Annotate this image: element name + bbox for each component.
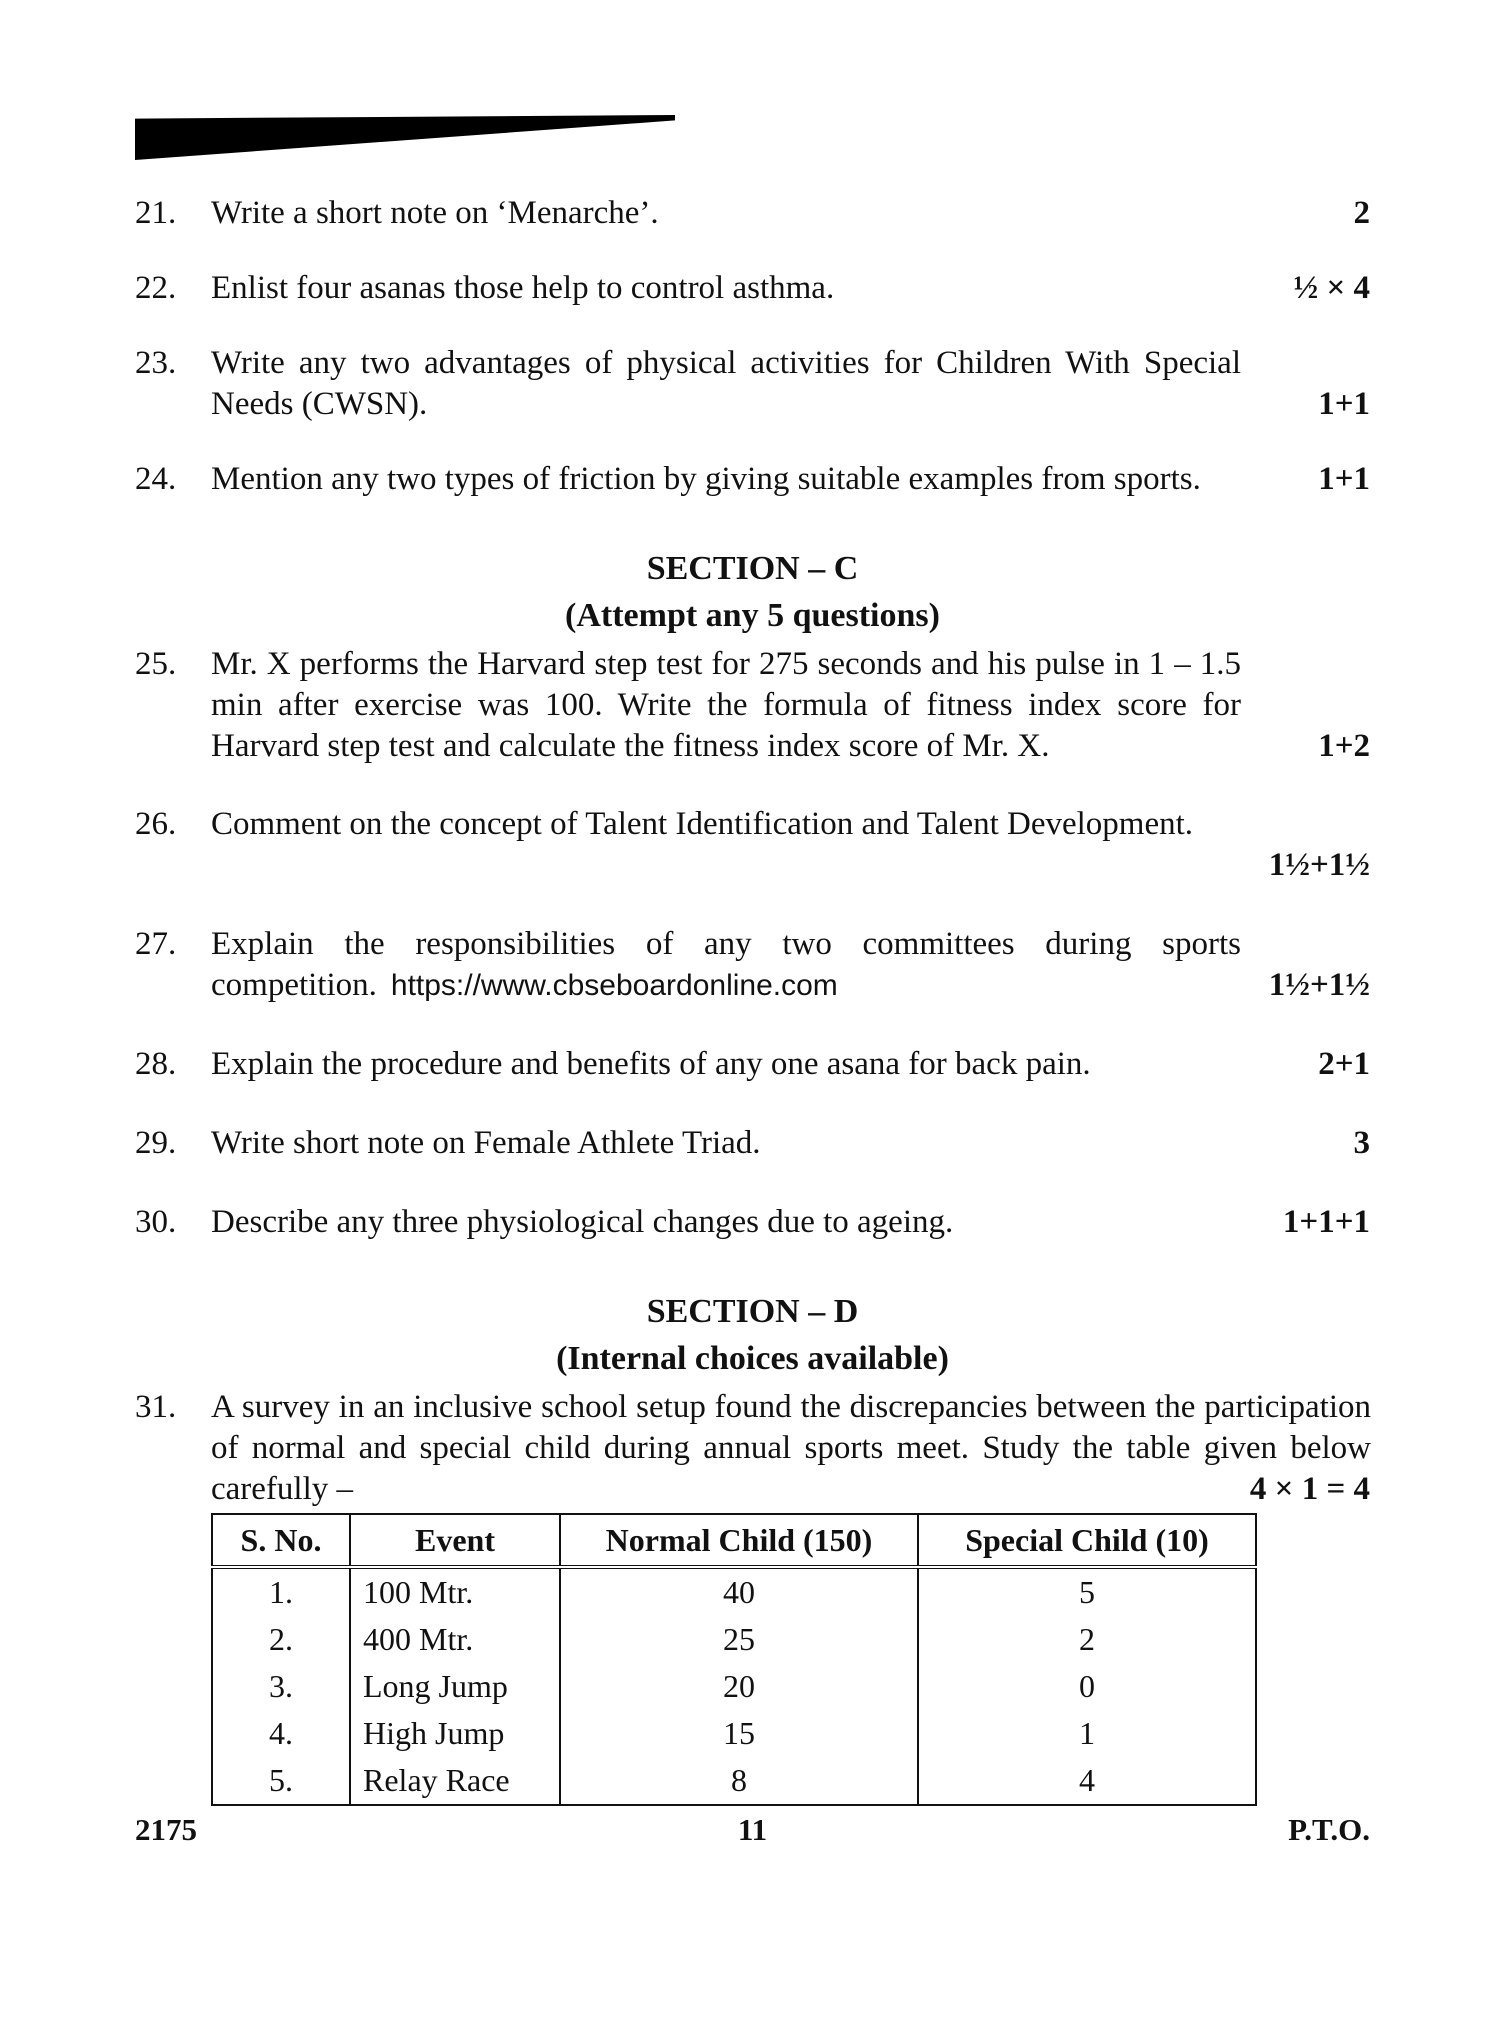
question-text: Write a short note on ‘Menarche’.	[211, 195, 659, 231]
table-cell: High Jump	[350, 1710, 560, 1757]
table-cell: 8	[560, 1757, 918, 1805]
question-text: Describe any three physiological changes due to ageing.	[211, 1204, 954, 1240]
table-cell: 1.	[212, 1567, 350, 1616]
question-number: 30.	[135, 1204, 177, 1240]
section-c-title: SECTION – C	[646, 550, 859, 587]
table-cell: 15	[560, 1710, 918, 1757]
question-text: Write any two advantages of physical activities for Children With Special Needs (CWSN).	[211, 345, 1241, 422]
section-d-title: SECTION – D	[646, 1293, 859, 1330]
question-text: Explain the responsibilities of any two committees during sports competition.	[211, 926, 1241, 1003]
question-number: 22.	[135, 270, 177, 306]
watermark-url: https://www.cbseboardonline.com	[390, 969, 838, 1002]
question-text: Explain the procedure and benefits of any one asana for back pain.	[211, 1046, 1091, 1082]
question-number: 27.	[135, 926, 177, 962]
question-text: Mention any two types of friction by giving suitable examples from sports.	[211, 461, 1201, 497]
table-cell: 4	[918, 1757, 1256, 1805]
pto-label: P.T.O.	[1288, 1812, 1370, 1847]
table-cell: 4.	[212, 1710, 350, 1757]
paper-code: 2175	[135, 1812, 197, 1847]
section-d-subtitle: (Internal choices available)	[556, 1340, 949, 1377]
question-marks: 1+1+1	[1282, 1204, 1370, 1240]
table-header: Event	[350, 1514, 560, 1567]
question-text: Enlist four asanas those help to control asthma.	[211, 270, 835, 306]
table-cell: 1	[918, 1710, 1256, 1757]
question-text: Write short note on Female Athlete Triad.	[211, 1125, 761, 1161]
table-cell: 25	[560, 1616, 918, 1663]
table-row	[212, 1710, 1256, 1757]
table-cell: Relay Race	[350, 1757, 560, 1805]
table-cell: 2	[918, 1616, 1256, 1663]
question-marks: ½ × 4	[1293, 270, 1370, 306]
question-text: Mr. X performs the Harvard step test for 275 seconds and his pulse in 1 – 1.5 min after exercise was 100. Write the formula of fitness index score for Harvard step test and calculate the fitness index score of Mr. X.	[211, 646, 1241, 764]
question-text: A survey in an inclusive school setup found the discrepancies between the participation of normal and special child during annual sports meet. Study the table given below carefully –	[211, 1389, 1371, 1507]
survey-table	[211, 1513, 1257, 1806]
table-cell: 100 Mtr.	[350, 1567, 560, 1616]
table-cell: 400 Mtr.	[350, 1616, 560, 1663]
table-header: Normal Child (150)	[560, 1514, 918, 1567]
question-number: 31.	[135, 1389, 177, 1425]
table-cell: 20	[560, 1663, 918, 1710]
question-number: 24.	[135, 461, 177, 497]
table-cell: 3.	[212, 1663, 350, 1710]
question-marks: 1+1	[1318, 461, 1370, 497]
page-number: 11	[737, 1812, 768, 1847]
question-number: 26.	[135, 806, 177, 842]
table-cell: 0	[918, 1663, 1256, 1710]
question-number: 28.	[135, 1046, 177, 1082]
question-marks: 1+2	[1318, 728, 1370, 764]
table-cell: 2.	[212, 1616, 350, 1663]
table-row	[212, 1567, 1256, 1616]
question-marks: 2+1	[1318, 1046, 1370, 1082]
question-number: 29.	[135, 1125, 177, 1161]
question-text-block	[211, 924, 1241, 1006]
question-number: 25.	[135, 646, 177, 682]
table-cell: 5.	[212, 1757, 350, 1805]
table-cell: Long Jump	[350, 1663, 560, 1710]
table-header: S. No.	[212, 1514, 350, 1567]
table-header: Special Child (10)	[918, 1514, 1256, 1567]
table-header-row	[212, 1514, 1256, 1567]
question-marks: 1½+1½	[1268, 847, 1370, 883]
question-marks: 1+1	[1318, 386, 1370, 422]
table-cell: 40	[560, 1567, 918, 1616]
question-marks: 1½+1½	[1268, 967, 1370, 1003]
question-text: Comment on the concept of Talent Identification and Talent Development.	[211, 806, 1194, 842]
question-number: 21.	[135, 195, 177, 231]
question-marks: 4 × 1 = 4	[1249, 1471, 1370, 1507]
section-c-subtitle: (Attempt any 5 questions)	[565, 597, 940, 634]
table-row	[212, 1663, 1256, 1710]
table-row	[212, 1757, 1256, 1805]
table-cell: 5	[918, 1567, 1256, 1616]
table-row	[212, 1616, 1256, 1663]
header-black-bar	[135, 115, 675, 160]
question-marks: 2	[1353, 195, 1370, 231]
question-marks: 3	[1353, 1125, 1370, 1161]
question-number: 23.	[135, 345, 177, 381]
